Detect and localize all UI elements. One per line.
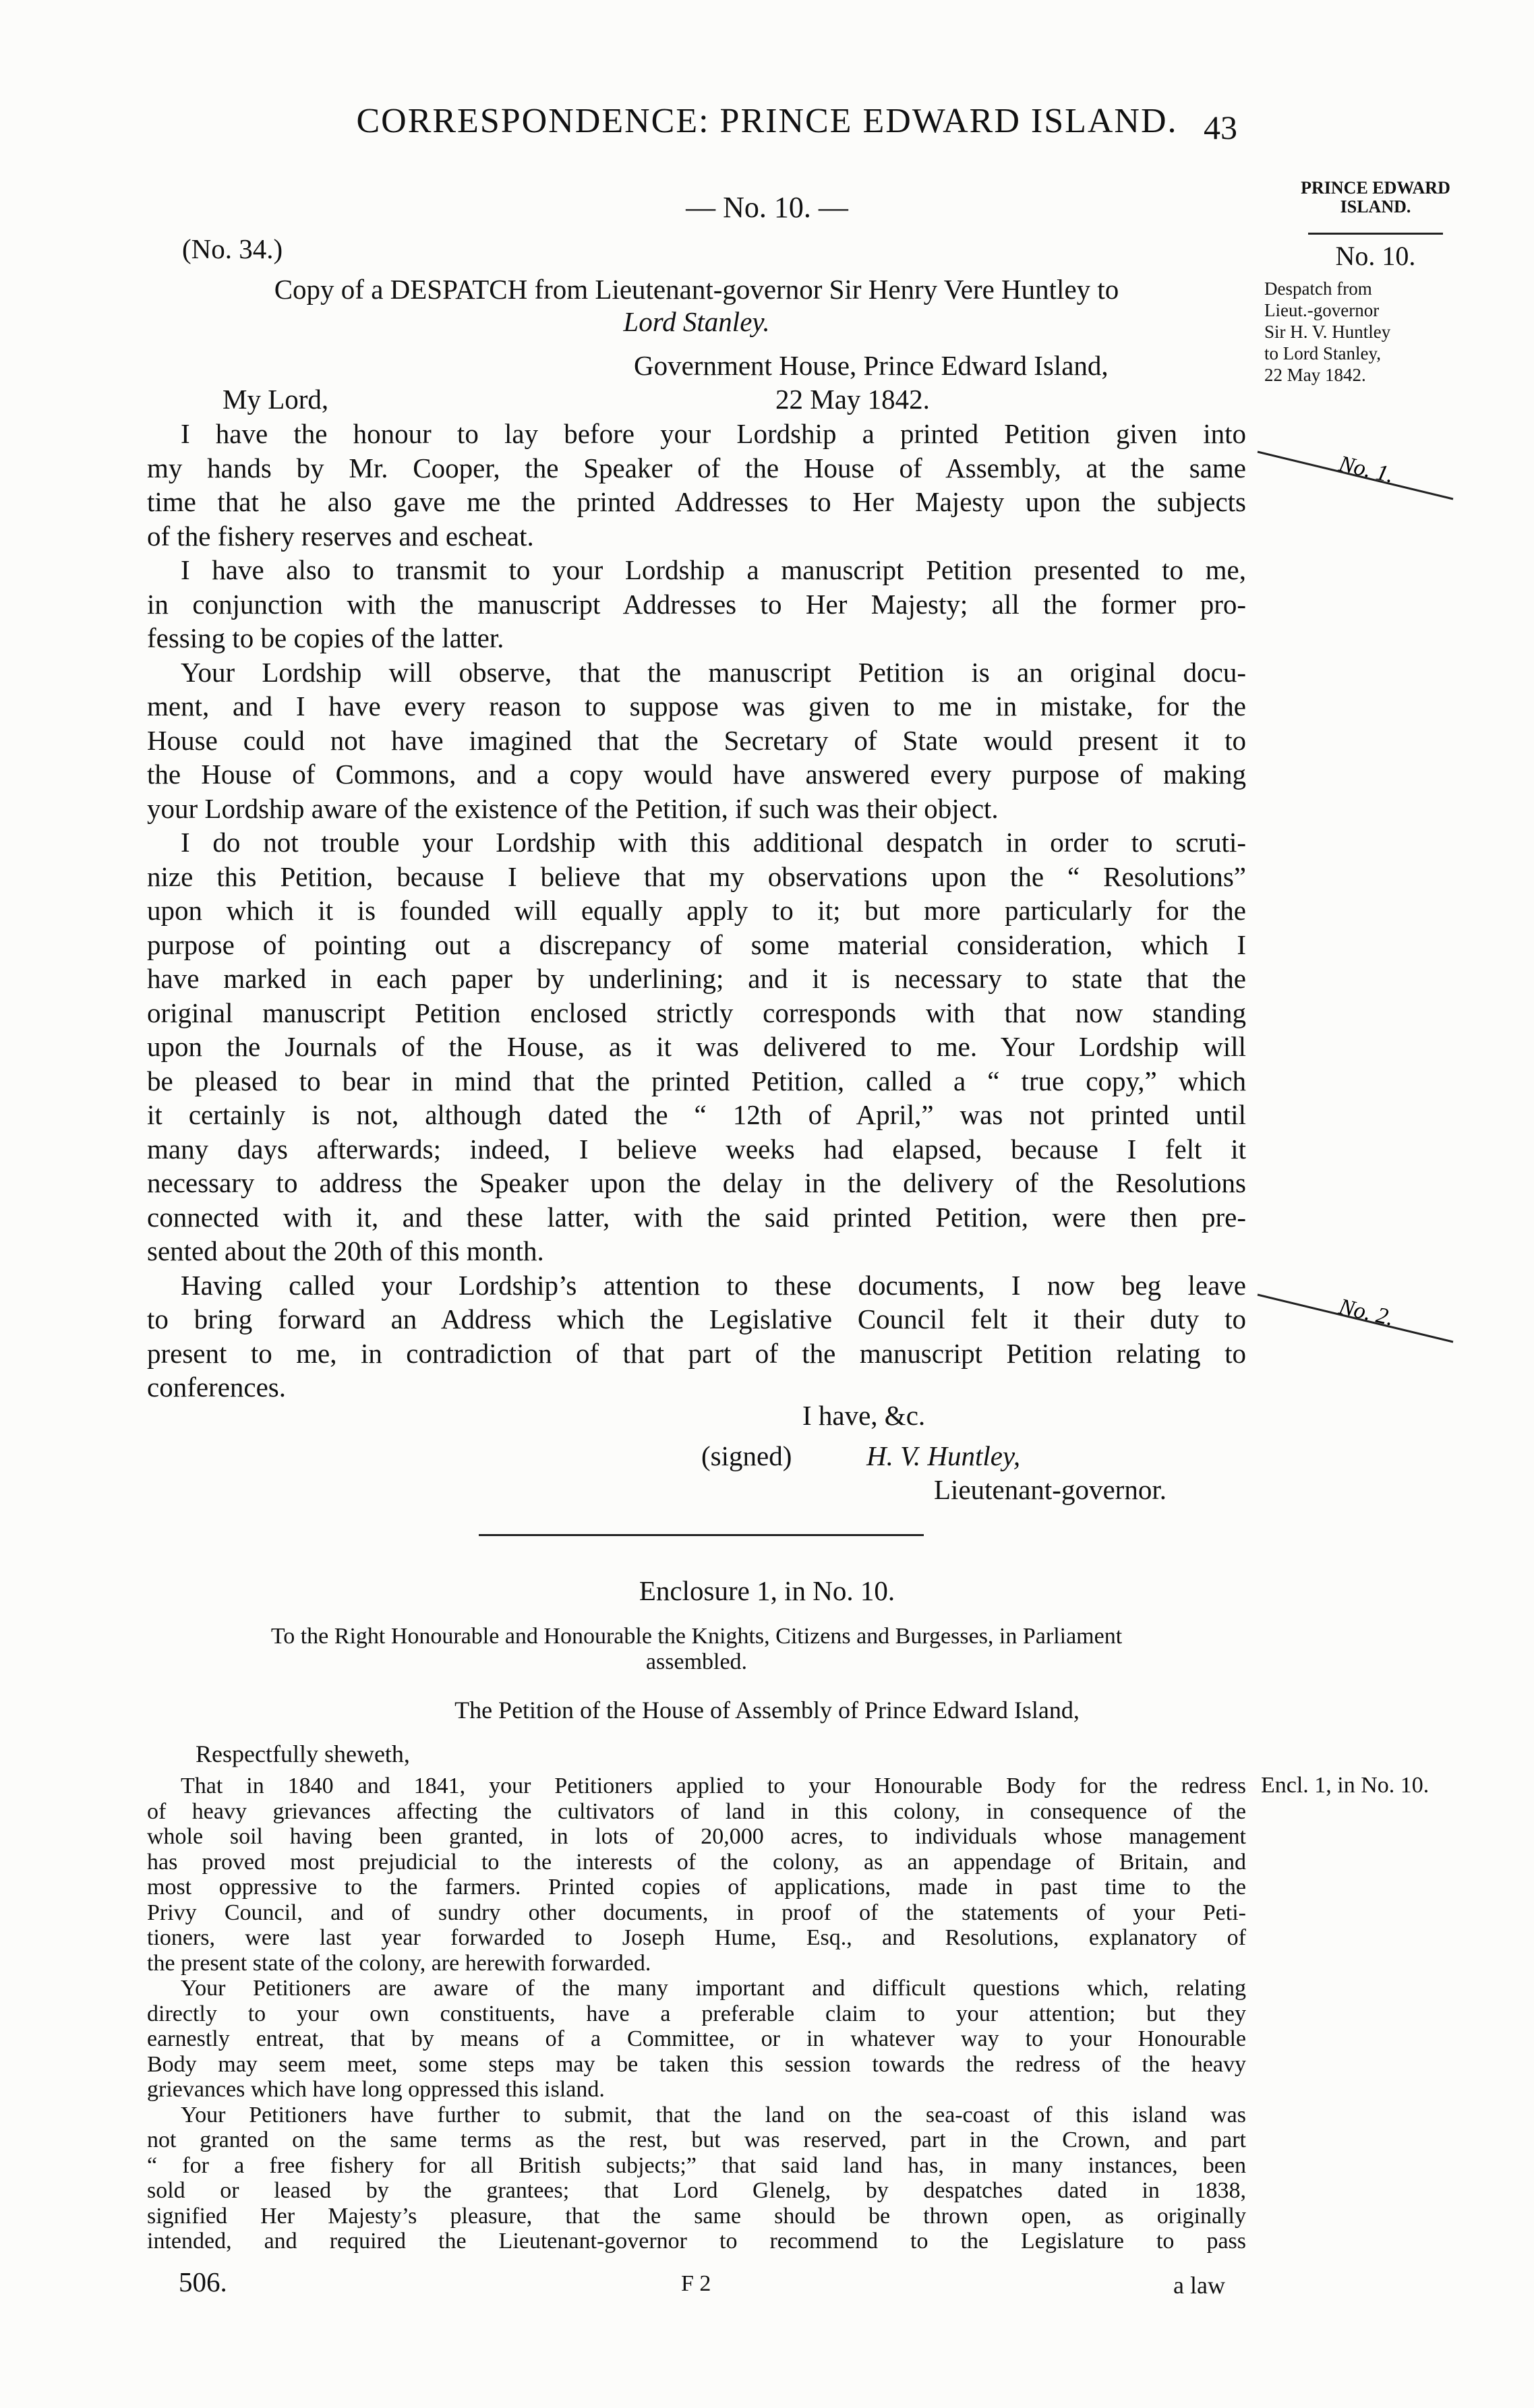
margin-note-line4: to Lord Stanley, xyxy=(1264,343,1381,363)
despatch-line: sented about the 20th of this month. xyxy=(147,1235,544,1266)
despatch-closing: I have, &c. xyxy=(802,1400,926,1431)
despatch-title-line1: Copy of a DESPATCH from Lieutenant-governor Sir Henry Vere Huntley to xyxy=(274,274,1119,305)
despatch-line: present to me, in contradiction of that part of the manuscript Petition relating to xyxy=(147,1337,1246,1369)
despatch-line: upon which it is founded will equally apply to it; but more particularly for the xyxy=(147,895,1246,926)
enclosure-line: most oppressive to the farmers. Printed copies of applications, made in past time to the xyxy=(147,1875,1246,1900)
enclosure-body xyxy=(147,1773,1246,2254)
margin-divider xyxy=(1308,233,1443,235)
enclosure-line: That in 1840 and 1841, your Petitioners applied to your Honourable Body for the redress xyxy=(181,1773,1246,1798)
enclosure-line: Privy Council, and of sundry other documents, in proof of the statements of your Peti- xyxy=(147,1900,1246,1925)
enclosure-line: grievances which have long oppressed this island. xyxy=(147,2077,605,2102)
enclosure-heading: Enclosure 1, in No. 10. xyxy=(639,1575,895,1606)
despatch-address: Government House, Prince Edward Island, xyxy=(634,350,1109,381)
signed-label: (signed) xyxy=(701,1440,792,1471)
enclosure-line: the present state of the colony, are herewith forwarded. xyxy=(147,1950,651,1976)
footer-center: F 2 xyxy=(681,2271,711,2296)
footer-right: a law xyxy=(1173,2272,1225,2299)
enclosure-line: of heavy grievances affecting the cultivators of land in this colony, in consequence of the xyxy=(147,1798,1246,1824)
despatch-line: be pleased to bear in mind that the printed Petition, called a “ true copy,” which xyxy=(147,1065,1246,1096)
despatch-body xyxy=(147,417,1246,1405)
enclosure-address xyxy=(147,1624,1246,1675)
despatch-line: necessary to address the Speaker upon the delay in the delivery of the Resolutions xyxy=(147,1167,1246,1198)
enclosure-line: signified Her Majesty’s pleasure, that the same should be thrown open, as originally xyxy=(147,2203,1246,2229)
despatch-line: it certainly is not, although dated the “ 12th of April,” was not printed until xyxy=(147,1099,1246,1130)
margin-colony-line2: ISLAND. xyxy=(1340,197,1411,216)
margin-note-line5: 22 May 1842. xyxy=(1264,365,1366,385)
enclosure-address-line2: assembled. xyxy=(645,1649,748,1674)
despatch-line: in conjunction with the manuscript Addresses to Her Majesty; all the former pro- xyxy=(147,588,1246,620)
enclosure-line: intended, and required the Lieutenant-governor to recommend to the Legislature to pass xyxy=(147,2229,1246,2254)
enclosure-line: not granted on the same terms as the rest, but was reserved, part in the Crown, and part xyxy=(147,2127,1246,2152)
despatch-line: ment, and I have every reason to suppose was given to me in mistake, for the xyxy=(147,691,1246,722)
despatch-line: my hands by Mr. Cooper, the Speaker of the House of Assembly, at the same xyxy=(147,452,1246,483)
signature: H. V. Huntley, xyxy=(866,1440,1021,1471)
enclosure-line: Body may seem meet, some steps may be taken this session towards the redress of the heavy xyxy=(147,2051,1246,2077)
despatch-line: to bring forward an Address which the Legislative Council felt it their duty to xyxy=(147,1303,1246,1334)
margin-ref2-mark xyxy=(1251,1274,1467,1355)
despatch-line: I have the honour to lay before your Lordship a printed Petition given into xyxy=(181,418,1246,449)
enclosure-line: earnestly entreat, that by means of a Committee, or in whatever way to your Honourable xyxy=(147,2026,1246,2051)
margin-colony-line1: PRINCE EDWARD xyxy=(1301,178,1450,198)
margin-note-line2: Lieut.-governor xyxy=(1264,300,1380,320)
enclosure-line: sold or leased by the grantees; that Lord Glenelg, by despatches dated in 1838, xyxy=(147,2178,1246,2203)
despatch-line: upon the Journals of the House, as it was delivered to me. Your Lordship will xyxy=(147,1031,1246,1062)
enclosure-line: “ for a free fishery for all British subjects;” that said land has, in many instances, been xyxy=(147,2152,1246,2178)
despatch-line: your Lordship aware of the existence of the Petition, if such was their object. xyxy=(147,792,999,824)
despatch-number-heading: — No. 10. — xyxy=(686,191,848,224)
despatch-line: conferences. xyxy=(147,1372,287,1403)
despatch-ref: (No. 34.) xyxy=(182,233,283,264)
enclosure-line: has proved most prejudicial to the interests of the colony, as an appendage of Britain, and xyxy=(147,1849,1246,1875)
despatch-line: fessing to be copies of the latter. xyxy=(147,622,504,653)
enclosure-line: whole soil having been granted, in lots of 20,000 acres, to individuals whose management xyxy=(147,1824,1246,1849)
petition-title: The Petition of the House of Assembly of Prince Edward Island, xyxy=(454,1697,1080,1724)
margin-despatch-note xyxy=(1264,278,1487,386)
margin-note-line3: Sir H. V. Huntley xyxy=(1264,322,1391,342)
enclosure-address-line1: To the Right Honourable and Honourable the Knights, Citizens and Burgesses, in Parliament xyxy=(270,1624,1123,1649)
despatch-line: have marked in each paper by underlining; and it is necessary to state that the xyxy=(147,963,1246,994)
despatch-line: of the fishery reserves and escheat. xyxy=(147,520,534,552)
margin-ref2-label: No. 2. xyxy=(1336,1294,1396,1331)
margin-number: No. 10. xyxy=(1335,241,1416,271)
petition-sheweth: Respectfully sheweth, xyxy=(196,1740,410,1767)
despatch-line: nize this Petition, because I believe that my observations upon the “ Resolutions” xyxy=(147,860,1246,892)
despatch-line: the House of Commons, and a copy would have answered every purpose of making xyxy=(147,759,1246,790)
despatch-line: I do not trouble your Lordship with this additional despatch in order to scruti- xyxy=(181,827,1246,858)
page-number: 43 xyxy=(1204,109,1237,146)
despatch-line: purpose of pointing out a discrepancy of some material consideration, which I xyxy=(147,929,1246,960)
despatch-line: connected with it, and these latter, with the said printed Petition, were then pre- xyxy=(147,1201,1246,1233)
despatch-title xyxy=(147,273,1246,338)
running-header: CORRESPONDENCE: PRINCE EDWARD ISLAND. xyxy=(356,102,1178,140)
margin-note-line1: Despatch from xyxy=(1264,278,1372,299)
margin-ref1-mark xyxy=(1251,432,1467,512)
despatch-line: Having called your Lordship’s attention to these documents, I now beg leave xyxy=(181,1269,1246,1301)
despatch-salutation: My Lord, xyxy=(223,384,329,415)
despatch-date: 22 May 1842. xyxy=(775,384,930,415)
enclosure-line: tioners, were last year forwarded to Joseph Hume, Esq., and Resolutions, explanatory of xyxy=(147,1925,1246,1950)
despatch-title-line2: Lord Stanley. xyxy=(623,306,770,337)
despatch-line: time that he also gave me the printed Addresses to Her Majesty upon the subjects xyxy=(147,486,1246,517)
margin-ref1-label: No. 1. xyxy=(1336,451,1396,488)
enclosure-line: Your Petitioners are aware of the many important and difficult questions which, relating xyxy=(181,1976,1246,2001)
signature-title: Lieutenant-governor. xyxy=(934,1474,1167,1505)
despatch-line: I have also to transmit to your Lordship a manuscript Petition presented to me, xyxy=(181,554,1246,585)
section-divider xyxy=(479,1534,924,1536)
enclosure-line: directly to your own constituents, have a preferable claim to your attention; but they xyxy=(147,2001,1246,2026)
enclosure-line: Your Petitioners have further to submit, that the land on the sea-coast of this island was xyxy=(181,2102,1246,2127)
despatch-line: Your Lordship will observe, that the manuscript Petition is an original docu- xyxy=(181,656,1246,688)
margin-enclosure-note: Encl. 1, in No. 10. xyxy=(1261,1773,1429,1798)
despatch-line: original manuscript Petition enclosed strictly corresponds with that now standing xyxy=(147,997,1246,1028)
despatch-line: House could not have imagined that the Secretary of State would present it to xyxy=(147,724,1246,756)
despatch-line: many days afterwards; indeed, I believe weeks had elapsed, because I felt it xyxy=(147,1133,1246,1165)
footer-left: 506. xyxy=(179,2266,227,2297)
